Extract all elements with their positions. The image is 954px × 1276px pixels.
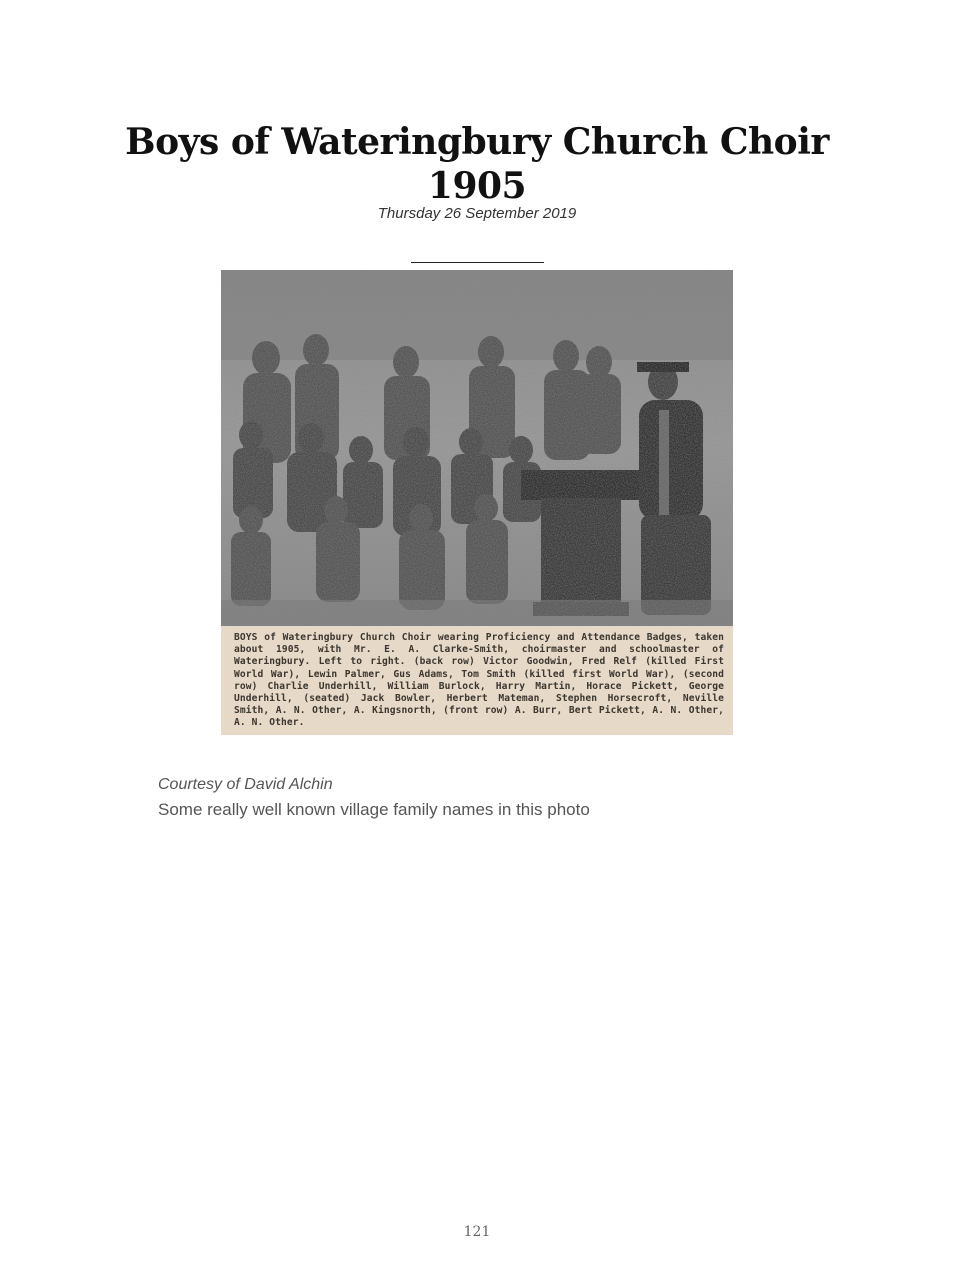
page-number: 121 (463, 1224, 491, 1240)
article-title (0, 120, 954, 208)
body-text: Some really well known village family names in this photo (158, 800, 590, 819)
choir-group-photo (221, 270, 733, 626)
title-line-2: 1905 (427, 165, 527, 207)
courtesy-credit: Courtesy of David Alchin (158, 776, 333, 793)
divider-rule (411, 262, 544, 263)
publish-date: Thursday 26 September 2019 (377, 205, 577, 222)
newspaper-clipping-photo (221, 270, 733, 735)
photo-caption: BOYS of Wateringbury Church Choir wearing Proficiency and Attendance Badges, taken about 1905, with Mr. E. A. Clarke-Smith, choirmaster and schoolmaster of Wateringbury. Left to right. (back row) Victor Goodwin, Fred Relf (killed First World War), Lewin Palmer, Gus Adams, Tom Smith (killed first World War), (second row) Charlie Underhill, William Burlock, Harry Martin, Horace Pickett, George Underhill, (seated) Jack Bowler, Herbert Mateman, Stephen Horsecroft, Neville Smith, A. N. Other, A. Kingsnorth, (front row) A. Burr, Bert Pickett, A. N. Other, A. N. Other. (234, 632, 724, 729)
title-line-1: Boys of Wateringbury Church Choir (125, 121, 829, 163)
